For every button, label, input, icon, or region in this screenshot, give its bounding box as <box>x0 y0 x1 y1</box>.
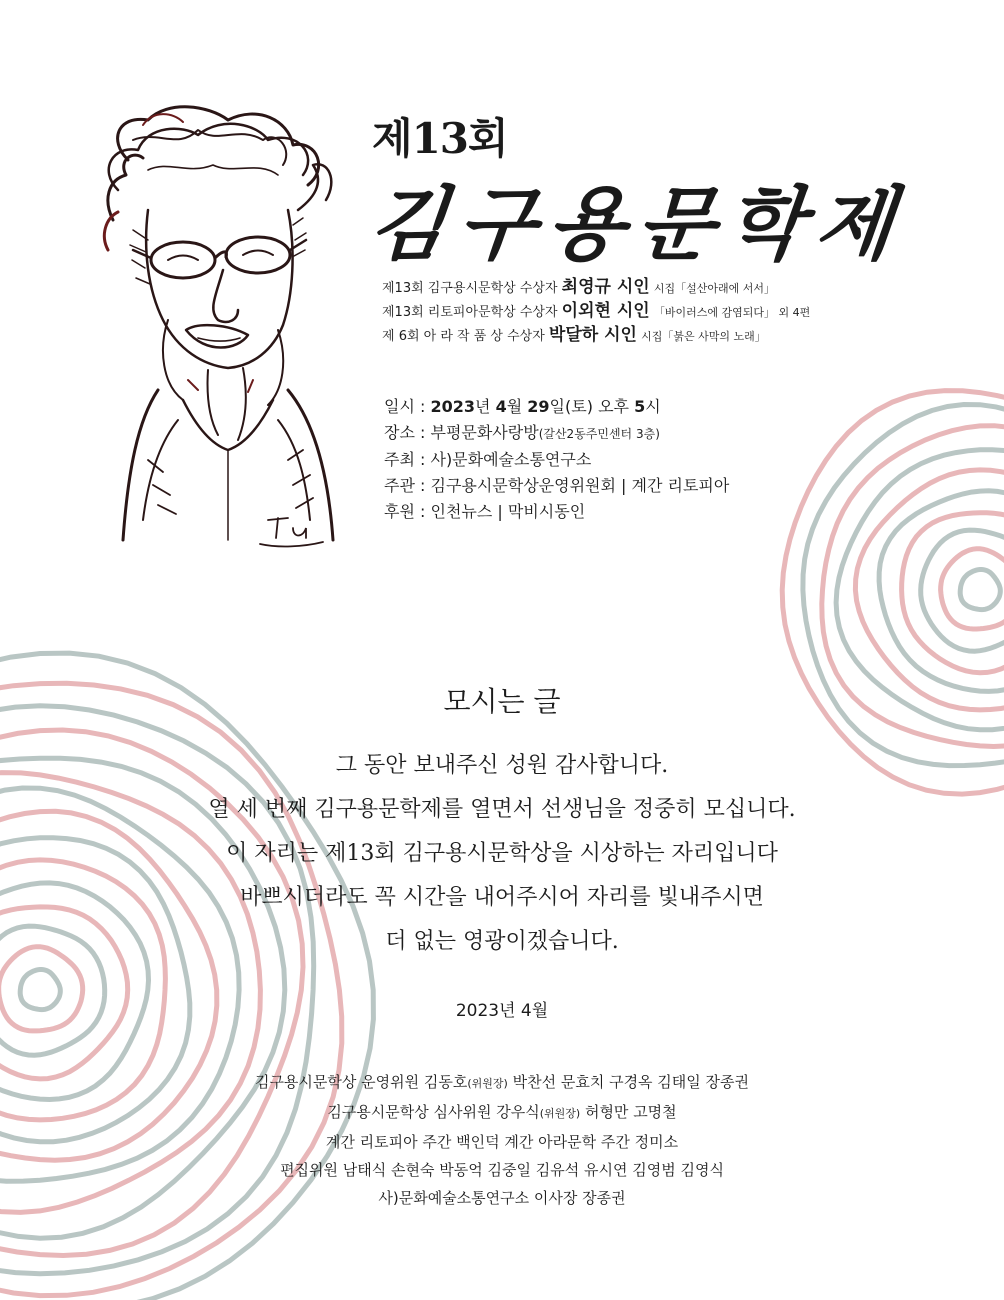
event-sponsor: 인천뉴스 | 막비시동인 <box>430 502 586 521</box>
event-host-label: 주최 : <box>384 450 426 469</box>
invitation-line: 열 세 번째 김구용문학제를 열면서 선생님을 정중히 모십니다. <box>208 797 796 822</box>
committee-chair-note: (위원장) <box>467 1077 508 1090</box>
concentric-rings-right <box>782 391 1004 794</box>
event-month-unit: 월 <box>506 397 523 416</box>
event-organizer-label: 주관 : <box>384 476 426 495</box>
portrait-sketch <box>88 100 358 560</box>
event-date-label: 일시 : <box>384 397 426 416</box>
award-winners-list <box>382 276 810 348</box>
invitation-line: 그 동안 보내주신 성원 감사합니다. <box>335 753 669 778</box>
committee-line: 계간 리토피아 주간 백인덕 계간 아라문학 주간 정미소 <box>325 1133 679 1151</box>
committee-line: 편집위원 남태식 손현숙 박동억 김중일 김유석 유시연 김영범 김영식 <box>280 1161 724 1179</box>
committee-line <box>0 1098 1004 1128</box>
committee-operating-members: 김구용시문학상 운영위원 김동호 <box>254 1073 468 1091</box>
event-day-unit: 일 <box>549 397 566 416</box>
committee-chair-note: (위원장) <box>539 1107 581 1120</box>
event-venue-detail: (갈산2동주민센터 3층) <box>538 427 660 441</box>
event-weekday: (토) <box>565 397 593 416</box>
committee-judges: 김구용시문학상 심사위원 강우식 <box>327 1103 540 1121</box>
award-line <box>382 324 810 348</box>
invitation-line: 더 없는 영광이겠습니다. <box>385 929 619 954</box>
festival-title: 김구용문학제 <box>364 177 910 271</box>
event-venue-label: 장소 : <box>384 423 426 442</box>
event-host-row <box>384 447 729 473</box>
award-work: 시집「설산아래에 서서」 <box>653 282 775 295</box>
committee-list <box>0 1068 1004 1212</box>
committee-operating-members-rest: 박찬선 문효치 구경옥 김태일 장종권 <box>507 1073 750 1091</box>
signature-text: Tu <box>88 100 90 101</box>
invitation-date: 2023년 4월 <box>455 1001 549 1021</box>
invitation-body <box>0 744 1004 964</box>
award-line <box>382 300 810 324</box>
event-year-unit: 년 <box>475 397 491 416</box>
committee-line: 사)문화예술소통연구소 이사장 장종권 <box>378 1189 626 1207</box>
event-info <box>384 394 729 525</box>
event-day: 29 <box>527 397 550 416</box>
event-sponsor-label: 후원 : <box>384 502 426 521</box>
committee-line <box>0 1068 1004 1098</box>
award-line <box>382 276 810 300</box>
event-host: 사)문화예술소통연구소 <box>430 450 592 469</box>
committee-judges-rest: 허형만 고명철 <box>580 1103 677 1121</box>
event-venue-row <box>384 420 729 447</box>
award-winner-name: 박달하 시인 <box>548 325 637 345</box>
invitation-line: 바쁘시더라도 꼭 시간을 내어주시어 자리를 빛내주시면 <box>240 885 764 910</box>
event-sponsor-row <box>384 499 729 525</box>
award-winner-name: 최영규 시인 <box>561 277 650 297</box>
award-prefix: 제13회 김구용시문학상 수상자 <box>382 281 558 296</box>
ring-stroke <box>941 549 1004 629</box>
ring-stroke <box>960 570 1000 610</box>
event-organizer-row <box>384 473 729 499</box>
invitation-heading: 모시는 글 <box>443 685 561 718</box>
event-month: 4 <box>495 397 507 416</box>
event-venue: 부평문화사랑방 <box>430 423 539 442</box>
event-organizer: 김구용시문학상운영위원회 | 계간 리토피아 <box>430 476 730 495</box>
event-hour: 5 <box>634 397 646 416</box>
edition-number: 제13회 <box>372 114 508 163</box>
award-work: 「바이러스에 감염되다」 외 4편 <box>653 306 811 319</box>
event-time-prefix: 오후 <box>598 397 629 416</box>
invitation-line: 이 자리는 제13회 김구용시문학상을 시상하는 자리입니다 <box>226 841 778 866</box>
award-prefix: 제13회 리토피아문학상 수상자 <box>382 305 558 320</box>
award-work: 시집「붉은 사막의 노래」 <box>641 330 766 343</box>
event-hour-unit: 시 <box>645 397 661 416</box>
award-prefix: 제 6회 아 라 작 품 상 수상자 <box>382 329 545 344</box>
event-date-row <box>384 394 729 420</box>
event-year: 2023 <box>430 397 476 416</box>
award-winner-name: 이외현 시인 <box>561 301 650 321</box>
